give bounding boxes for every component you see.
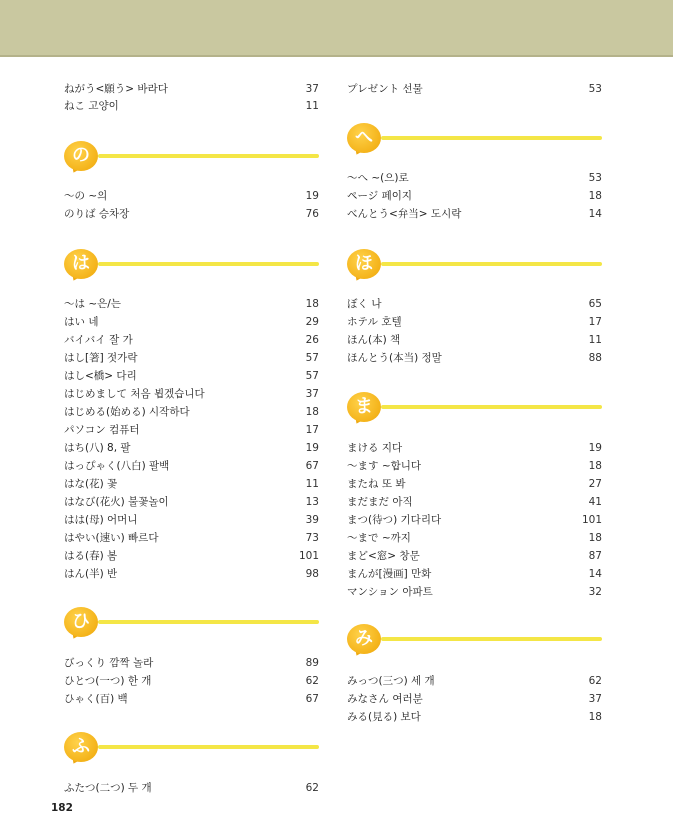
index-entry bbox=[64, 314, 319, 330]
entry-term: ほんとう(本当) 정말 bbox=[347, 352, 442, 364]
entry-term: ねこ 고양이 bbox=[64, 100, 119, 112]
entry-term: はな(花) 꽃 bbox=[64, 478, 118, 490]
entry-page: 37 bbox=[588, 693, 602, 705]
index-entry bbox=[64, 350, 319, 366]
entry-page: 18 bbox=[305, 298, 319, 310]
kana-bubble: の bbox=[64, 141, 98, 171]
entry-page: 62 bbox=[305, 782, 319, 794]
entry-term: プレゼント 선물 bbox=[347, 83, 423, 95]
header-band bbox=[0, 0, 673, 57]
entry-page: 14 bbox=[588, 208, 602, 220]
entry-term: ひゃく(百) 백 bbox=[64, 693, 128, 705]
entry-page: 17 bbox=[305, 424, 319, 436]
index-entry bbox=[64, 780, 319, 796]
entry-page: 26 bbox=[305, 334, 319, 346]
index-entry bbox=[64, 368, 319, 384]
section-header-fu bbox=[64, 732, 319, 766]
entry-page: 39 bbox=[305, 514, 319, 526]
index-entry bbox=[347, 566, 602, 582]
entry-term: まど<窓> 창문 bbox=[347, 550, 420, 562]
entry-page: 41 bbox=[588, 496, 602, 508]
index-entry bbox=[347, 584, 602, 600]
entry-term: べんとう<弁当> 도시락 bbox=[347, 208, 462, 220]
section-rule bbox=[381, 637, 602, 641]
index-entry bbox=[347, 170, 602, 186]
entry-term: 〜まで ~까지 bbox=[347, 532, 411, 544]
entry-page: 65 bbox=[588, 298, 602, 310]
index-entry bbox=[64, 332, 319, 348]
index-entry bbox=[64, 476, 319, 492]
entry-term: はる(春) 봄 bbox=[64, 550, 118, 562]
kana-bubble: ま bbox=[347, 392, 381, 422]
index-entry bbox=[64, 458, 319, 474]
entry-page: 73 bbox=[305, 532, 319, 544]
index-entry bbox=[64, 548, 319, 564]
entry-page: 67 bbox=[305, 693, 319, 705]
entry-term: またね 또 봐 bbox=[347, 478, 406, 490]
entry-page: 18 bbox=[588, 711, 602, 723]
index-entry bbox=[347, 188, 602, 204]
entry-page: 11 bbox=[305, 478, 319, 490]
index-entry bbox=[64, 673, 319, 689]
entry-page: 88 bbox=[588, 352, 602, 364]
entry-term: みる(見る) 보다 bbox=[347, 711, 421, 723]
entry-term: マンション 아파트 bbox=[347, 586, 433, 598]
entry-page: 32 bbox=[588, 586, 602, 598]
entry-term: バイバイ 잘 가 bbox=[64, 334, 133, 346]
entry-page: 62 bbox=[588, 675, 602, 687]
entry-page: 37 bbox=[305, 388, 319, 400]
entry-term: ひとつ(一つ) 한 개 bbox=[64, 675, 152, 687]
entry-page: 57 bbox=[305, 370, 319, 382]
entry-page: 13 bbox=[305, 496, 319, 508]
entry-page: 18 bbox=[305, 406, 319, 418]
index-entry bbox=[64, 566, 319, 582]
entry-page: 87 bbox=[588, 550, 602, 562]
entry-page: 37 bbox=[305, 83, 319, 95]
entry-term: はっぴゃく(八白) 팔백 bbox=[64, 460, 170, 472]
index-entry bbox=[347, 476, 602, 492]
entry-page: 19 bbox=[305, 190, 319, 202]
entry-page: 18 bbox=[588, 532, 602, 544]
entry-term: みなさん 여러분 bbox=[347, 693, 423, 705]
entry-term: のりば 승차장 bbox=[64, 208, 130, 220]
section-header-he bbox=[347, 123, 602, 157]
page-number: 182 bbox=[51, 802, 73, 814]
entry-page: 18 bbox=[588, 460, 602, 472]
kana-bubble: は bbox=[64, 249, 98, 279]
entry-term: はん(半) 반 bbox=[64, 568, 118, 580]
index-entry bbox=[64, 512, 319, 528]
kana-bubble: み bbox=[347, 624, 381, 654]
entry-page: 89 bbox=[305, 657, 319, 669]
index-entry bbox=[347, 296, 602, 312]
entry-page: 18 bbox=[588, 190, 602, 202]
entry-term: 〜へ ~(으)로 bbox=[347, 172, 409, 184]
entry-page: 98 bbox=[305, 568, 319, 580]
entry-term: まつ(待つ) 기다리다 bbox=[347, 514, 442, 526]
index-entry bbox=[347, 494, 602, 510]
entry-term: まんが[漫画] 만화 bbox=[347, 568, 432, 580]
entry-term: はち(八) 8, 팔 bbox=[64, 442, 131, 454]
index-entry bbox=[64, 98, 319, 114]
index-entry bbox=[347, 350, 602, 366]
entry-term: ふたつ(二つ) 두 개 bbox=[64, 782, 152, 794]
entry-term: はじめまして 처음 뵙겠습니다 bbox=[64, 388, 205, 400]
kana-bubble: ひ bbox=[64, 607, 98, 637]
section-rule bbox=[98, 745, 319, 749]
entry-page: 53 bbox=[588, 83, 602, 95]
entry-page: 19 bbox=[305, 442, 319, 454]
section-rule bbox=[98, 262, 319, 266]
entry-page: 17 bbox=[588, 316, 602, 328]
entry-page: 67 bbox=[305, 460, 319, 472]
section-rule bbox=[381, 262, 602, 266]
index-entry bbox=[64, 494, 319, 510]
entry-term: ページ 페이지 bbox=[347, 190, 413, 202]
index-entry bbox=[64, 440, 319, 456]
entry-term: はは(母) 어머니 bbox=[64, 514, 138, 526]
index-entry bbox=[64, 404, 319, 420]
index-entry bbox=[347, 691, 602, 707]
entry-page: 27 bbox=[588, 478, 602, 490]
section-rule bbox=[98, 620, 319, 624]
kana-bubble: ほ bbox=[347, 249, 381, 279]
entry-page: 19 bbox=[588, 442, 602, 454]
entry-page: 11 bbox=[588, 334, 602, 346]
entry-term: はし<橋> 다리 bbox=[64, 370, 137, 382]
index-entry bbox=[347, 530, 602, 546]
entry-page: 76 bbox=[305, 208, 319, 220]
section-rule bbox=[381, 136, 602, 140]
entry-term: 〜ます ~합니다 bbox=[347, 460, 422, 472]
entry-term: びっくり 깜짝 놀라 bbox=[64, 657, 154, 669]
entry-term: はやい(速い) 빠르다 bbox=[64, 532, 159, 544]
index-entry bbox=[347, 332, 602, 348]
section-rule bbox=[98, 154, 319, 158]
entry-term: はなび(花火) 불꽃놀이 bbox=[64, 496, 169, 508]
section-header-hi bbox=[64, 607, 319, 641]
index-entry bbox=[347, 548, 602, 564]
section-header-mi bbox=[347, 624, 602, 658]
entry-page: 53 bbox=[588, 172, 602, 184]
section-header-no bbox=[64, 141, 319, 175]
index-entry bbox=[347, 458, 602, 474]
entry-term: はい 네 bbox=[64, 316, 99, 328]
index-entry bbox=[347, 673, 602, 689]
entry-term: まける 지다 bbox=[347, 442, 403, 454]
index-entry bbox=[64, 188, 319, 204]
entry-term: まだまだ 아직 bbox=[347, 496, 413, 508]
entry-page: 14 bbox=[588, 568, 602, 580]
entry-term: 〜の ~의 bbox=[64, 190, 108, 202]
index-entry bbox=[64, 530, 319, 546]
entry-page: 11 bbox=[305, 100, 319, 112]
section-rule bbox=[381, 405, 602, 409]
entry-term: 〜は ~은/는 bbox=[64, 298, 121, 310]
index-entry bbox=[64, 386, 319, 402]
index-entry bbox=[347, 440, 602, 456]
section-header-ha bbox=[64, 249, 319, 283]
entry-term: ぼく 나 bbox=[347, 298, 382, 310]
kana-bubble: ふ bbox=[64, 732, 98, 762]
kana-bubble: へ bbox=[347, 123, 381, 153]
entry-page: 101 bbox=[298, 550, 319, 562]
entry-page: 57 bbox=[305, 352, 319, 364]
entry-page: 101 bbox=[581, 514, 602, 526]
entry-term: ほん(本) 책 bbox=[347, 334, 401, 346]
index-entry bbox=[347, 314, 602, 330]
entry-term: ねがう<願う> 바라다 bbox=[64, 83, 168, 95]
entry-page: 29 bbox=[305, 316, 319, 328]
index-entry bbox=[64, 422, 319, 438]
entry-term: ホテル 호텔 bbox=[347, 316, 402, 328]
entry-term: はじめる(始める) 시작하다 bbox=[64, 406, 190, 418]
section-header-ma bbox=[347, 392, 602, 426]
section-header-ho bbox=[347, 249, 602, 283]
index-entry bbox=[64, 296, 319, 312]
entry-page: 62 bbox=[305, 675, 319, 687]
index-entry bbox=[64, 691, 319, 707]
index-entry bbox=[347, 81, 602, 97]
entry-term: みっつ(三つ) 세 개 bbox=[347, 675, 435, 687]
entry-term: はし[箸] 젓가락 bbox=[64, 352, 138, 364]
index-entry bbox=[64, 81, 319, 97]
index-entry bbox=[64, 206, 319, 222]
entry-term: パソコン 컴퓨터 bbox=[64, 424, 140, 436]
index-entry bbox=[347, 709, 602, 725]
index-entry bbox=[64, 655, 319, 671]
index-entry bbox=[347, 206, 602, 222]
index-entry bbox=[347, 512, 602, 528]
